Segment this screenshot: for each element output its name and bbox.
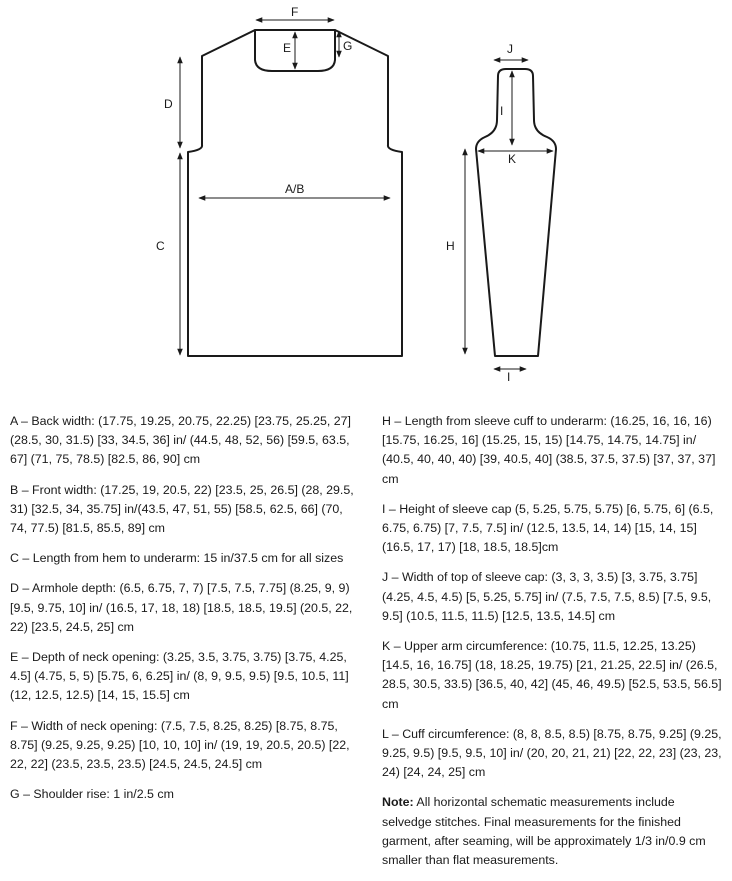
measurement-l: L – Cuff circumference: (8, 8, 8.5, 8.5) [8.75, 8.75, 9.25] (9.25, 9.25, 9.5) [9.5, 9.5, 10] in/ (20, 20, 21, 21) [22, 22, 23] (23, 23, 24) [24, 24, 25] cm (382, 726, 722, 780)
label-i: I (500, 104, 504, 118)
measurement-k: K – Upper arm circumference: (10.75, 11.5, 12.25, 13.25) [14.5, 16, 16.75] (18, 18.25, 19.75) [21, 21.25, 22.5] in/ (26.5, 28.5, 30.5, 33.5) [36.5, 40, 42] (45, 46, 49.5) [52.5, 53.5, 56.5] cm (382, 639, 722, 711)
measurement-d: D – Armhole depth: (6.5, 6.75, 7, 7) [7.5, 7.5, 7.75] (8.25, 9, 9) [9.5, 9.75, 10] in/ (16.5, 17, 18, 18) [18.5, 18.5, 19.5] (20.5, 22, 22) [23.5, 24.5, 25] cm (10, 581, 353, 634)
label-e: E (283, 41, 292, 55)
label-c: C (156, 239, 165, 253)
label-ab: A/B (285, 182, 305, 196)
measurement-f: F – Width of neck opening: (7.5, 7.5, 8.25, 8.25) [8.75, 8.75, 8.75] (9.25, 9.25, 9.25) [10, 10, 10] in/ (19, 19, 20.5, 20.5) [22, 22, 22] (23.5, 23.5, 23.5) [24.5, 24.5, 24.5] cm (10, 718, 350, 772)
measurement-j: J – Width of top of sleeve cap: (3, 3, 3, 3.5) [3, 3.75, 3.75] (4.25, 4.5, 4.5) [5, 5.25, 5.75] in/ (7.5, 7.5, 7.5, 8.5) [7.5, 9.5, 9.5] (10.5, 11.5, 11.5) [12.5, 13.5, 14.5] cm (382, 570, 712, 623)
measurement-e: E – Depth of neck opening: (3.25, 3.5, 3.75, 3.75) [3.75, 4.25, 4.5] (4.75, 5, 5) [5.75, 6, 6.25] in/ (8, 9, 9.5, 9.5) [9.5, 10.5, 11] (12, 12.5, 12.5) [14, 15, 15.5] cm (10, 650, 349, 703)
label-j: J (507, 42, 513, 56)
label-g: G (343, 39, 353, 53)
label-f: F (291, 5, 299, 19)
note (382, 793, 727, 870)
measurements-left-column (10, 412, 362, 815)
measurement-i: I – Height of sleeve cap (5, 5.25, 5.75, 5.75) [6, 5.75, 6] (6.5, 6.75, 6.75) [7, 7.5, 7.5] in/ (12.5, 13.5, 14, 14) [15, 14, 15] (16.5, 17, 17) [18, 18.5, 18.5]cm (382, 501, 714, 555)
measurement-c: C – Length from hem to underarm: 15 in/37.5 cm for all sizes (10, 551, 344, 566)
sleeve-outline (476, 69, 556, 356)
note-label: Note: (382, 795, 414, 810)
measurements-right-column (382, 412, 727, 881)
label-h: H (446, 239, 455, 253)
label-l: I (507, 370, 511, 384)
measurement-a: A – Back width: (17.75, 19.25, 20.75, 22.25) [23.75, 25.25, 27] (28.5, 30, 31.5) [33, 34.5, 36] in/ (44.5, 48, 52, 56) [59.5, 63.5, 67] (71, 75, 78.5) [82.5, 86, 90] cm (10, 414, 351, 467)
label-d: D (164, 97, 173, 111)
measurement-g: G – Shoulder rise: 1 in/2.5 cm (10, 787, 174, 802)
note-text: All horizontal schematic measurements include selvedge stitches. Final measurements for the finished garment, after seaming, will be approximately 1/3 in/0.9 cm smaller than flat measurements. (382, 795, 706, 868)
garment-schematic (0, 0, 732, 400)
measurement-b: B – Front width: (17.25, 19, 20.5, 22) [23.5, 25, 26.5] (28, 29.5, 31) [32.5, 34, 35.75] in/(43.5, 47, 51, 55) [58.5, 62.5, 66] (70, 74, 77.5) [81.5, 85.5, 89] cm (10, 482, 354, 536)
measurement-h: H – Length from sleeve cuff to underarm: (16.25, 16, 16, 16) [15.75, 16.25, 16] (15.25, 15, 15) [14.75, 14.75, 14.75] in/ (40.5, 40, 40, 40) [39, 40.5, 40] (38.5, 37.5, 37.5) [37, 37, 37] cm (382, 414, 716, 486)
label-k: K (508, 152, 517, 166)
